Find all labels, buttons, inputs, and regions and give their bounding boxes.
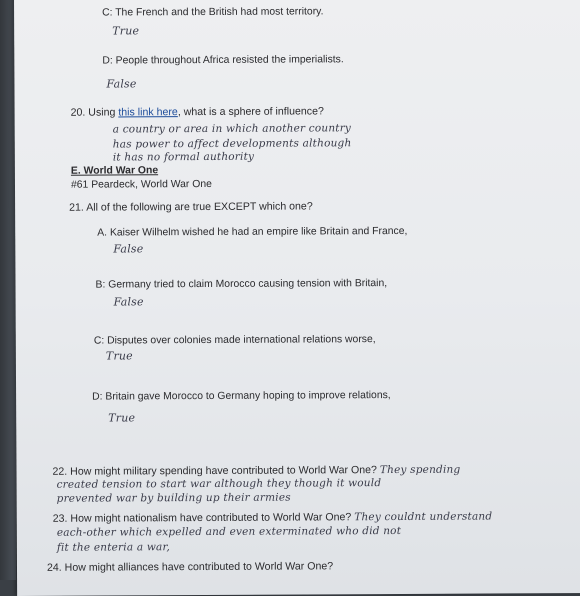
worksheet-page [14, 0, 580, 596]
question-22 [52, 464, 460, 478]
question-20-prefix: 20. Using [70, 106, 119, 119]
answer-23-line-2: fit the enteria a war, [56, 541, 171, 554]
answer-20-line-3: it has no formal authority [112, 150, 255, 164]
answer-20-line-1: a country or area in which another country [112, 122, 352, 136]
section-e-subheading: #61 Peardeck, World War One [70, 178, 212, 191]
answer-22-line-2: prevented war by building up their armies [56, 491, 291, 505]
question-21: 21. All of the following are true EXCEPT which one? [69, 200, 313, 214]
item-d-answer: False [106, 77, 137, 91]
q21-option-c: C: Disputes over colonies made international relations worse, [93, 334, 376, 347]
answer-20-line-2: has power to affect developments although [112, 137, 352, 151]
question-23 [53, 511, 493, 525]
question-22-text: 22. How might military spending have contributed to World War One? [52, 464, 377, 478]
answer-22-line-1: created tension to start war although they though it would [56, 477, 382, 491]
question-20 [71, 105, 324, 118]
answer-22-start: They spending [379, 463, 461, 477]
q21-option-b-answer: False [113, 295, 144, 309]
question-23-text: 23. How might nationalism have contributed to World War One? [52, 511, 352, 525]
answer-23-line-1: each-other which expelled and even exterminated who did not [56, 524, 402, 539]
item-d-text: D: People throughout Africa resisted the imperialists. [102, 54, 344, 67]
q21-option-c-answer: True [105, 349, 133, 363]
question-20-suffix: , what is a sphere of influence? [177, 105, 324, 119]
item-c-text: C: The French and the British had most territory. [102, 6, 324, 19]
question-24: 24. How might alliances have contributed to World War One? [46, 560, 334, 574]
answer-23-start: They couldnt understand [354, 510, 493, 524]
q21-option-a: A. Kaiser Wilhelm wished he had an empire like Britain and France, [97, 225, 408, 239]
q21-option-b: B: Germany tried to claim Morocco causing tension with Britain, [95, 278, 388, 291]
q21-option-d: D: Britain gave Morocco to Germany hoping to improve relations, [92, 390, 391, 403]
sphere-of-influence-link[interactable]: this link here [118, 106, 178, 119]
q21-option-d-answer: True [108, 411, 136, 425]
item-c-answer: True [112, 24, 140, 38]
q21-option-a-answer: False [113, 242, 144, 256]
section-e-heading: E. World War One [70, 165, 159, 177]
